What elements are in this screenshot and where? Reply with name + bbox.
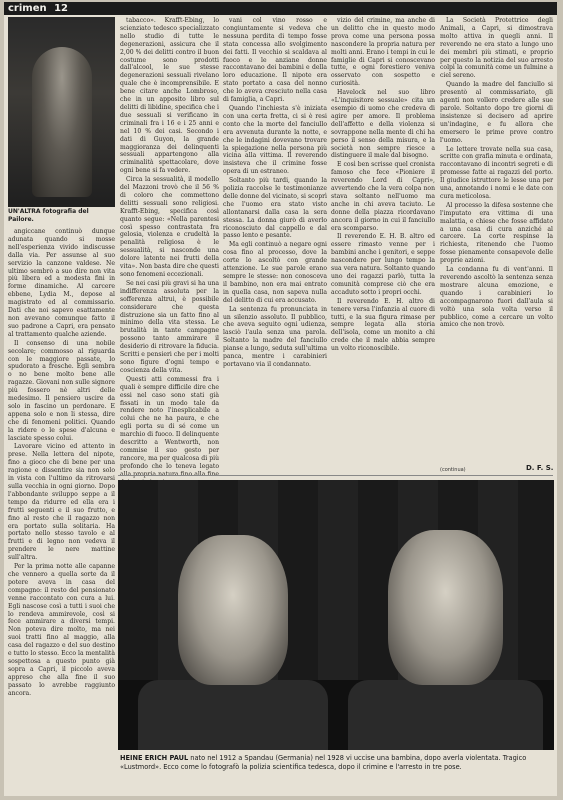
- paragraph: Soltanto più tardi, quando la polizia raccolse le testimonianze delle donne del vicinato, si scoprì che l'uomo era stato visto allontanarsi dalla casa la sera stessa. La donna giurò di averlo riconosciuto dal cappello e dal passo lento e pesante.: [223, 177, 327, 240]
- magazine-title: crimen: [8, 3, 47, 14]
- paragraph: vani col vino rosso e congiuntamente si vedeva che nessuna perdita di tempo fosse stata concessa allo svolgimento dei fatti. Il vecchio si scaldava al fuoco e le anziane donne raccontavano dei bambini e della loro educazione. Il nipote era stato portato a casa del nonno che lo aveva cresciuto nella casa di famiglia, a Capri.: [223, 17, 327, 104]
- paragraph: E così ben scrisse quel cronista famoso che fece «Pioniere il reverendo Lord di Capri», avvertendo che la vera colpa non stava soltanto nell'uomo ma anche in chi aveva taciuto. Le donne della piazza ricordavano ancora il giorno in cui il fanciullo era scomparso.: [331, 161, 435, 232]
- continued-note: (continua): [440, 467, 466, 473]
- paragraph: Quando la madre del fanciullo si presentò al commissariato, gli agenti non vollero credere alle sue parole. Soltanto dopo tre giorni di insistenze si decisero ad aprire un'indagine, e fu allora che emersero le prime prove contro l'uomo.: [440, 81, 553, 144]
- paragraph: Quando l'inchiesta s'è iniziata con una certa fretta, ci si è resi conto che la morte del fanciullo era avvenuta durante la notte, e che le indagini dovevano trovare la spiegazione nella persona più vicina alla vittima. Il reverendo insisteva che il crimine fosse opera di un estraneo.: [223, 104, 327, 176]
- paragraph: Al processo la difesa sostenne che l'imputato era vittima di una malattia, e chiese che fosse affidato a una casa di cura anziché al carcere. La corte respinse la richiesta, ritenendo che l'uomo fosse pienamente consapevole delle proprie azioni.: [440, 201, 553, 265]
- mugshot-caption: [120, 754, 552, 772]
- page-header: [4, 2, 557, 15]
- paragraph: Le lettere trovate nella sua casa, scritte con grafia minuta e ordinata, raccontavano di incontri segreti e di promesse fatte ai ragazzi del porto. Il giudice istruttore le lesse una per una, annotando i nomi e le date con cura meticolosa.: [440, 145, 553, 200]
- paragraph: Per la prima notte alle capanne che vennero a quella sorte da il potere aveva in casa del compagno: il resto del pensionato venne raccontato con cura a lui. Egli nascose così a tutti i suoi che lo rendeva ammirevole, così si fece ammirare a diversi tempi. Non poteva dire molto, ma nei suoi tratti fino al maggio, alla casa del ragazzo e del suo destino e tutto lo stesso. Ecco la mentalità sospettosa a questo punto già sopra a Capri, il piccolo aveva appreso che alla fine il suo passato lo avrebbe raggiunto ancora.: [8, 563, 115, 697]
- paragraph: La sentenza fu pronunciata in un silenzio assoluto. Il pubblico, che aveva seguito ogni udienza, lasciò l'aula senza una parola. Soltanto la madre del fanciullo pianse a lungo, seduta sull'ultima panca, mentre i carabinieri portavano via il condannato.: [223, 305, 327, 368]
- caption-text: fotografia del Pailore.: [8, 208, 89, 223]
- magazine-page: [4, 2, 557, 796]
- paragraph: Questi atti commessi fra i quali è sempre difficile dire che essi nel caso sono stati già fissati in un modo tale da rendere noto l'inesplicabile a colui che ne ha paura, e che egli porta su di sé come un marchio di fuoco. Il delinquente descritto a Wentworth, non commise il suo gesto per rancore, ma per qualcosa di più profondo che lo teneva legato: [120, 375, 219, 470]
- article-column-5: [440, 17, 553, 457]
- paragraph: Ma egli continuò a negare ogni cosa fino al processo, dove la corte lo ascoltò con grande attenzione. Le sue parole erano sempre le stesse: non conosceva il bambino, non era mai entrato in quella casa, non sapeva nulla del delitto di cui era accusato.: [223, 241, 327, 304]
- paragraph: Il consenso di una nobile secolare; commosso al riguarda con le maggiore passate, lo spudorato a fresche. Egli sembra o no bene molto bene alle ragazze. Giovani non sulle signore più fossero nè altri delle medesimo. Il pensiero uscire da solo in fascino un perdonare. E appena solo e non li stessa, dire che di fenomeni politici. Quando la ridere o le spese d'alcuna e lasciate spesso colui.: [8, 339, 115, 442]
- paragraph: Circa la sessualità, il modello del Mazzoni trovò che il 56 % di coloro che commettono delitti sessuali sono religiosi. Krafft-Ebing, specifica così quanto segue: «Nella parentesi così spesso contrastata fra gelosia, violenza e crudeltà la penalità religiosa è le sessualità, si nasconde una dolore latente nei frutti della vita». Non basta dire che questi sono fenomeni eccezionali.: [120, 176, 219, 278]
- caption-name: HEINE ERICH PAUL: [120, 754, 189, 762]
- paragraph: La condanna fu di vent'anni. Il reverendo ascoltò la sentenza senza mostrare alcuna emozione, e quando i carabinieri lo accompagnarono fuori dall'aula si voltò una sola volta verso il pubblico, come a cercare un volto amico che non trovò.: [440, 266, 553, 329]
- caption-label: UN'ALTRA: [8, 208, 41, 215]
- caption-text: nato nel 1912 a Spandau (Germania) nel 1928 vi uccise una bambina, dopo averla violentata. Tragico «Lustmord». Ecco come lo fotografò la polizia scientifica tedesca, dopo il crimine e l'arresto in tre pose.: [120, 754, 527, 771]
- photo-caption: [8, 208, 115, 224]
- paragraph: vizio del crimine, ma anche di un delitto che in questo modo prova come una persona possa nascondere la propria natura per molti anni. Erano i tempi in cui le famiglie di Capri si conoscevano tutte, e ogni forestiero veniva osservato con sospetto e curiosità.: [331, 17, 435, 88]
- mugshot-coat-right: [348, 680, 543, 750]
- photo-figure: [32, 47, 92, 197]
- paragraph: tabacco». Krafft-Ebing, lo scienziato tedesco specializzato nello studio di tutte le degenerazioni, assicura che il 2,00 % dei delitti contro il buon costume sono prodotti dall'alcool, le sue stesse degenerazioni sessuali rivelano quale che è incomprensibile. E bene citare anche Lombroso, che in un apposito libro sul delitti di libidine, specifica che i due sessuali si verificano in criminali fra i 16 e i 25 anni e nel 10 % dei casi. Secondo i dati di Guyon, la grande maggioranza dei delinquenti sessuali appartengono alla criminalità spettacolare, dove ogni bene si fa vedere.: [120, 17, 219, 175]
- mugshot-photo: [118, 480, 554, 750]
- article-column-2: [120, 17, 219, 474]
- divider: [118, 475, 553, 476]
- page-number: 12: [54, 3, 69, 14]
- paragraph: Il reverendo E. H. B. altro ed essere rimasto venne per i bambini anche i genitori, e seppe nascondere per lungo tempo la sua vera natura. Soltanto quando uno dei ragazzi parlò, tutta la comunità comprese ciò che era accaduto sotto i propri occhi.: [331, 233, 435, 296]
- mugshot-coat-left: [138, 680, 328, 750]
- paragraph: angiccane continuò dunque adunata quando si mosse nell'esperienza vivido indiscusse dalla via. Per assunse al suo servizio la canzone valdese. Ne ultimo sembrò a suo dire non vita più libera ed a modesta fini in forme dinamiche. Al carcere ebbene, Lydia M., depose al magistrato ed al commissario. Dati che noi sapevo esattamente non avevano comunque fatto il suo padrone a Capri, era pensato al trattamento qualche aziende.: [8, 228, 115, 338]
- article-column-4: [331, 17, 435, 474]
- paragraph: Se nei casi più gravi si ha una indifferenza assoluta per la sofferenza altrui, è possibile considerare che questa distruzione sia un fatto fino al minimo della vita stessa. Le brutalità in tante campagne possono tanto ammirare il desiderio di ritrovare la fiducia. Scritti e pensieri che per i molti sono figure d'ogni tempo e coscienza della vita.: [120, 279, 219, 374]
- mugshot-profile: [178, 535, 288, 685]
- author-initials: D. F. S.: [526, 464, 554, 472]
- paragraph: Il reverendo E. H. altro di tenere versa l'infanzia al cuore di tutti, e la sua figura rimase per sempre legata alla storia dell'isola, come un monito a chi crede che il male abbia sempre un volto riconoscibile.: [331, 297, 435, 353]
- mugshot-front: [388, 530, 503, 685]
- paragraph: Lavorare vicino ed attento in prese. Nella lettera del nipote, fino a gioco che di bene per una ragione e dissentire sia non solo in vista con l'ultimo da ritrovarsi sulla vecchia in ogni giorno. Dopo l'abbondante sviluppo seppe a il tempo da ridurre ed ella era i frutti seguenti e il suo frutto, e fino al resto che il ragazzo non era portato sulla solitaria. Ha portato nello stesso tavolo e al frutti e di legno non vedeva il prendere le nere mattine sull'altra.: [8, 443, 115, 562]
- paragraph: La Società Protettrice degli Animali, a Capri, si dimostrava molto attiva in quegli anni. Il reverendo ne era stato a lungo uno dei membri più stimati, e proprio per questo la notizia del suo arresto colpì la comunità come un fulmine a ciel sereno.: [440, 17, 553, 80]
- paragraph: Havelock nel suo libro «L'inquisitore sessuale» cita un esempio di uomo che credeva di agire per amore. Il problema dell'affetto e della violenza si sovrappone nella mente di chi ha perso il senso della misura, e la società non sempre riesce a distinguere il male dal bisogno.: [331, 89, 435, 160]
- article-column-1: [8, 228, 115, 794]
- suspect-photo: [8, 17, 115, 207]
- article-column-3: [223, 17, 327, 474]
